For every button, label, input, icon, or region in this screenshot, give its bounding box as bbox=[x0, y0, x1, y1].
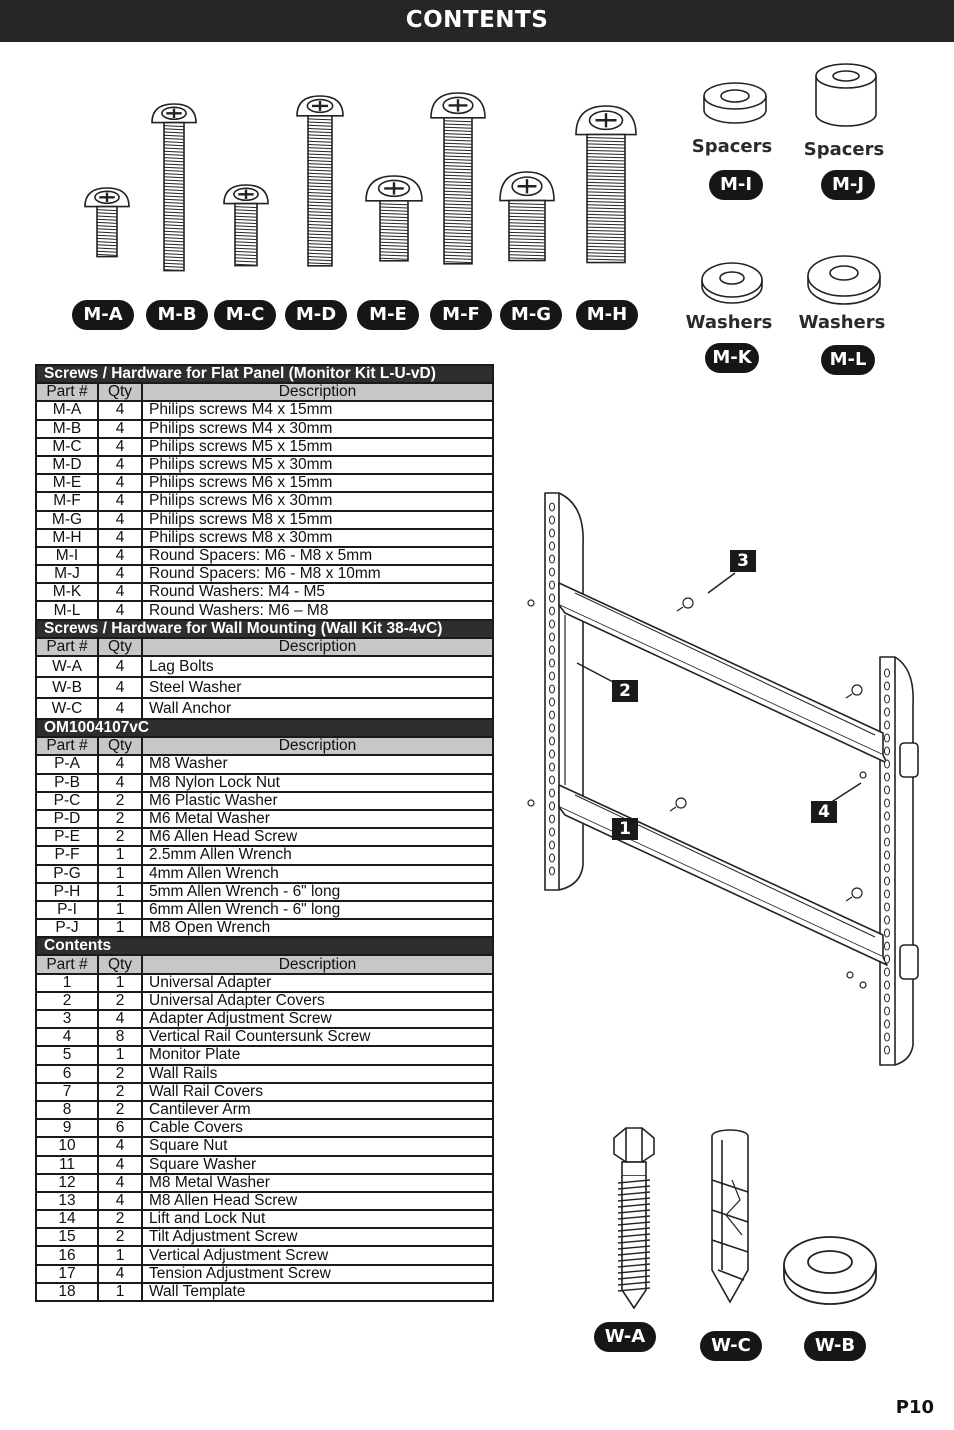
part-number: P-I bbox=[36, 901, 98, 919]
table-section-header bbox=[36, 365, 493, 383]
description: M6 Allen Head Screw bbox=[142, 828, 493, 846]
table-row bbox=[36, 656, 493, 677]
description: Philips screws M5 x 30mm bbox=[142, 456, 493, 474]
quantity: 2 bbox=[98, 1065, 142, 1083]
table-row bbox=[36, 1137, 493, 1155]
col-part: Part # bbox=[36, 383, 98, 401]
part-label-m-a: M-A bbox=[72, 300, 134, 330]
part-number: W-A bbox=[36, 656, 98, 677]
table-row bbox=[36, 1192, 493, 1210]
part-label-m-e: M-E bbox=[357, 300, 419, 330]
table-row bbox=[36, 698, 493, 719]
table-row bbox=[36, 865, 493, 883]
table-row bbox=[36, 677, 493, 698]
table-row bbox=[36, 974, 493, 992]
quantity: 2 bbox=[98, 810, 142, 828]
part-label-m-l: M-L bbox=[821, 345, 875, 375]
description: Lift and Lock Nut bbox=[142, 1210, 493, 1228]
page-number: P10 bbox=[895, 1397, 934, 1418]
table-row bbox=[36, 792, 493, 810]
part-number: 11 bbox=[36, 1156, 98, 1174]
description: Round Washers: M6 – M8 bbox=[142, 601, 493, 619]
description: Square Washer bbox=[142, 1156, 493, 1174]
part-label-w-c: W-C bbox=[700, 1331, 762, 1361]
description: Vertical Rail Countersunk Screw bbox=[142, 1028, 493, 1046]
description: Tension Adjustment Screw bbox=[142, 1265, 493, 1283]
quantity: 2 bbox=[98, 1210, 142, 1228]
table-row bbox=[36, 828, 493, 846]
part-label-m-c: M-C bbox=[214, 300, 276, 330]
quantity: 1 bbox=[98, 1246, 142, 1264]
description: Wall Rails bbox=[142, 1065, 493, 1083]
col-qty: Qty bbox=[98, 737, 142, 755]
part-number: M-L bbox=[36, 601, 98, 619]
part-number: P-F bbox=[36, 846, 98, 864]
table-row bbox=[36, 774, 493, 792]
col-description: Description bbox=[142, 955, 493, 973]
table-row bbox=[36, 565, 493, 583]
quantity: 4 bbox=[98, 401, 142, 419]
table-row bbox=[36, 529, 493, 547]
part-label-w-b: W-B bbox=[804, 1331, 866, 1361]
table-row bbox=[36, 1283, 493, 1301]
screw-m-c-drawing bbox=[224, 185, 268, 266]
screw-m-f-drawing bbox=[431, 93, 485, 264]
caption-washers-m-k: Washers bbox=[685, 312, 773, 333]
screw-m-b-drawing bbox=[152, 104, 196, 271]
part-number: M-D bbox=[36, 456, 98, 474]
part-number: M-F bbox=[36, 492, 98, 510]
quantity: 1 bbox=[98, 919, 142, 937]
quantity: 2 bbox=[98, 1101, 142, 1119]
table-row bbox=[36, 810, 493, 828]
screw-m-g-drawing bbox=[500, 172, 554, 261]
part-number: 6 bbox=[36, 1065, 98, 1083]
screw-m-a-drawing bbox=[85, 188, 129, 257]
description: 6mm Allen Wrench - 6" long bbox=[142, 901, 493, 919]
caption-spacers-m-j: Spacers bbox=[803, 139, 885, 160]
quantity: 4 bbox=[98, 583, 142, 601]
quantity: 4 bbox=[98, 565, 142, 583]
part-number: M-I bbox=[36, 547, 98, 565]
quantity: 2 bbox=[98, 1228, 142, 1246]
table-row bbox=[36, 547, 493, 565]
quantity: 4 bbox=[98, 1265, 142, 1283]
part-number: 14 bbox=[36, 1210, 98, 1228]
table-row bbox=[36, 1065, 493, 1083]
quantity: 4 bbox=[98, 601, 142, 619]
part-number: M-G bbox=[36, 511, 98, 529]
table-row bbox=[36, 1010, 493, 1028]
table-row bbox=[36, 474, 493, 492]
quantity: 4 bbox=[98, 529, 142, 547]
description: Wall Anchor bbox=[142, 698, 493, 719]
description: M8 Nylon Lock Nut bbox=[142, 774, 493, 792]
screw-m-h-drawing bbox=[576, 106, 636, 263]
description: Philips screws M8 x 30mm bbox=[142, 529, 493, 547]
col-part: Part # bbox=[36, 955, 98, 973]
table-column-header bbox=[36, 737, 493, 755]
table-section-header bbox=[36, 620, 493, 638]
description: Universal Adapter bbox=[142, 974, 493, 992]
description: M6 Plastic Washer bbox=[142, 792, 493, 810]
table-row bbox=[36, 601, 493, 619]
quantity: 4 bbox=[98, 698, 142, 719]
part-number: 18 bbox=[36, 1283, 98, 1301]
part-label-m-k: M-K bbox=[705, 343, 759, 373]
quantity: 1 bbox=[98, 901, 142, 919]
quantity: 4 bbox=[98, 1156, 142, 1174]
part-number: P-E bbox=[36, 828, 98, 846]
table-row bbox=[36, 1083, 493, 1101]
description: Round Washers: M4 - M5 bbox=[142, 583, 493, 601]
page-title: CONTENTS bbox=[405, 7, 549, 33]
table-row bbox=[36, 420, 493, 438]
part-label-m-i: M-I bbox=[709, 170, 763, 200]
part-number: W-C bbox=[36, 698, 98, 719]
quantity: 4 bbox=[98, 1010, 142, 1028]
part-number: M-J bbox=[36, 565, 98, 583]
part-number: P-G bbox=[36, 865, 98, 883]
col-qty: Qty bbox=[98, 638, 142, 656]
description: Vertical Adjustment Screw bbox=[142, 1246, 493, 1264]
table-row bbox=[36, 1028, 493, 1046]
quantity: 1 bbox=[98, 974, 142, 992]
description: Round Spacers: M6 - M8 x 10mm bbox=[142, 565, 493, 583]
part-number: 1 bbox=[36, 974, 98, 992]
table-column-header bbox=[36, 383, 493, 401]
quantity: 2 bbox=[98, 792, 142, 810]
description: 5mm Allen Wrench - 6" long bbox=[142, 883, 493, 901]
part-number: 16 bbox=[36, 1246, 98, 1264]
table-row bbox=[36, 1101, 493, 1119]
part-number: 8 bbox=[36, 1101, 98, 1119]
quantity: 4 bbox=[98, 474, 142, 492]
part-label-m-j: M-J bbox=[821, 170, 875, 200]
description: Philips screws M4 x 30mm bbox=[142, 420, 493, 438]
quantity: 8 bbox=[98, 1028, 142, 1046]
part-number: 7 bbox=[36, 1083, 98, 1101]
caption-spacers-m-i: Spacers bbox=[691, 136, 773, 157]
description: Cable Covers bbox=[142, 1119, 493, 1137]
description: Tilt Adjustment Screw bbox=[142, 1228, 493, 1246]
quantity: 1 bbox=[98, 883, 142, 901]
part-label-m-b: M-B bbox=[146, 300, 208, 330]
table-row bbox=[36, 919, 493, 937]
caption-washers-m-l: Washers bbox=[798, 312, 886, 333]
washer-m-l-drawing bbox=[808, 256, 880, 304]
screw-m-e-drawing bbox=[366, 176, 422, 261]
part-number: 4 bbox=[36, 1028, 98, 1046]
part-number: M-A bbox=[36, 401, 98, 419]
spacer-m-i-drawing bbox=[704, 83, 766, 123]
table-row bbox=[36, 1156, 493, 1174]
part-label-w-a: W-A bbox=[594, 1322, 656, 1352]
quantity: 4 bbox=[98, 420, 142, 438]
description: Lag Bolts bbox=[142, 656, 493, 677]
quantity: 1 bbox=[98, 1046, 142, 1064]
description: Adapter Adjustment Screw bbox=[142, 1010, 493, 1028]
col-description: Description bbox=[142, 383, 493, 401]
table-row bbox=[36, 883, 493, 901]
table-row bbox=[36, 1210, 493, 1228]
table-row bbox=[36, 992, 493, 1010]
part-number: 5 bbox=[36, 1046, 98, 1064]
part-number: P-B bbox=[36, 774, 98, 792]
table-row bbox=[36, 492, 493, 510]
quantity: 4 bbox=[98, 547, 142, 565]
section-title: OM1004107vC bbox=[36, 719, 493, 737]
table-row bbox=[36, 1119, 493, 1137]
quantity: 6 bbox=[98, 1119, 142, 1137]
quantity: 4 bbox=[98, 438, 142, 456]
table-column-header bbox=[36, 955, 493, 973]
washer-m-k-drawing bbox=[702, 263, 762, 303]
description: Philips screws M6 x 15mm bbox=[142, 474, 493, 492]
part-number: P-A bbox=[36, 755, 98, 773]
description: Philips screws M5 x 15mm bbox=[142, 438, 493, 456]
quantity: 4 bbox=[98, 1192, 142, 1210]
quantity: 2 bbox=[98, 1083, 142, 1101]
part-number: 15 bbox=[36, 1228, 98, 1246]
description: Universal Adapter Covers bbox=[142, 992, 493, 1010]
quantity: 2 bbox=[98, 828, 142, 846]
section-title: Contents bbox=[36, 937, 493, 955]
description: M8 Open Wrench bbox=[142, 919, 493, 937]
table-row bbox=[36, 1046, 493, 1064]
col-qty: Qty bbox=[98, 383, 142, 401]
part-number: P-C bbox=[36, 792, 98, 810]
part-label-m-g: M-G bbox=[500, 300, 562, 330]
part-number: M-C bbox=[36, 438, 98, 456]
quantity: 4 bbox=[98, 456, 142, 474]
right-vertical-rail bbox=[880, 657, 913, 1065]
part-number: P-J bbox=[36, 919, 98, 937]
wall-hardware-illustration bbox=[590, 1120, 890, 1325]
table-row bbox=[36, 901, 493, 919]
description: Philips screws M4 x 15mm bbox=[142, 401, 493, 419]
part-number: M-K bbox=[36, 583, 98, 601]
callout-1: 1 bbox=[612, 818, 638, 840]
table-row bbox=[36, 1174, 493, 1192]
table-section-header bbox=[36, 937, 493, 955]
col-description: Description bbox=[142, 737, 493, 755]
col-qty: Qty bbox=[98, 955, 142, 973]
section-title: Screws / Hardware for Wall Mounting (Wall Kit 38-4vC) bbox=[36, 620, 493, 638]
description: 4mm Allen Wrench bbox=[142, 865, 493, 883]
steel-washer-drawing bbox=[784, 1237, 876, 1304]
parts-table bbox=[35, 364, 494, 1302]
col-description: Description bbox=[142, 638, 493, 656]
quantity: 4 bbox=[98, 1137, 142, 1155]
quantity: 1 bbox=[98, 865, 142, 883]
description: Steel Washer bbox=[142, 677, 493, 698]
quantity: 4 bbox=[98, 774, 142, 792]
section-title: Screws / Hardware for Flat Panel (Monitor Kit L-U-vD) bbox=[36, 365, 493, 383]
description: Round Spacers: M6 - M8 x 5mm bbox=[142, 547, 493, 565]
callout-2: 2 bbox=[612, 680, 638, 702]
table-row bbox=[36, 846, 493, 864]
part-label-m-h: M-H bbox=[576, 300, 638, 330]
part-number: P-H bbox=[36, 883, 98, 901]
table-row bbox=[36, 456, 493, 474]
part-number: M-H bbox=[36, 529, 98, 547]
description: M8 Allen Head Screw bbox=[142, 1192, 493, 1210]
table-row bbox=[36, 511, 493, 529]
part-number: 2 bbox=[36, 992, 98, 1010]
table-row bbox=[36, 1228, 493, 1246]
description: Square Nut bbox=[142, 1137, 493, 1155]
table-row bbox=[36, 583, 493, 601]
part-number: 3 bbox=[36, 1010, 98, 1028]
description: Cantilever Arm bbox=[142, 1101, 493, 1119]
wall-anchor-drawing bbox=[712, 1130, 748, 1302]
quantity: 4 bbox=[98, 511, 142, 529]
quantity: 4 bbox=[98, 1174, 142, 1192]
part-number: W-B bbox=[36, 677, 98, 698]
description: Wall Rail Covers bbox=[142, 1083, 493, 1101]
spacer-m-j-drawing bbox=[816, 64, 876, 126]
quantity: 4 bbox=[98, 755, 142, 773]
part-number: P-D bbox=[36, 810, 98, 828]
part-number: 17 bbox=[36, 1265, 98, 1283]
part-number: 9 bbox=[36, 1119, 98, 1137]
table-row bbox=[36, 438, 493, 456]
quantity: 4 bbox=[98, 677, 142, 698]
part-label-m-d: M-D bbox=[285, 300, 347, 330]
quantity: 1 bbox=[98, 1283, 142, 1301]
table-row bbox=[36, 1265, 493, 1283]
part-label-m-f: M-F bbox=[430, 300, 492, 330]
description: Philips screws M8 x 15mm bbox=[142, 511, 493, 529]
part-number: 13 bbox=[36, 1192, 98, 1210]
part-number: M-E bbox=[36, 474, 98, 492]
description: Wall Template bbox=[142, 1283, 493, 1301]
quantity: 1 bbox=[98, 846, 142, 864]
col-part: Part # bbox=[36, 638, 98, 656]
description: M6 Metal Washer bbox=[142, 810, 493, 828]
quantity: 4 bbox=[98, 656, 142, 677]
table-column-header bbox=[36, 638, 493, 656]
callout-3: 3 bbox=[730, 550, 756, 572]
quantity: 2 bbox=[98, 992, 142, 1010]
table-row bbox=[36, 1246, 493, 1264]
wall-mount-illustration bbox=[515, 485, 925, 1075]
quantity: 4 bbox=[98, 492, 142, 510]
description: Monitor Plate bbox=[142, 1046, 493, 1064]
part-number: M-B bbox=[36, 420, 98, 438]
table-row bbox=[36, 401, 493, 419]
description: M8 Washer bbox=[142, 755, 493, 773]
part-number: 12 bbox=[36, 1174, 98, 1192]
screw-m-d-drawing bbox=[297, 96, 343, 266]
description: Philips screws M6 x 30mm bbox=[142, 492, 493, 510]
table-row bbox=[36, 755, 493, 773]
callout-4: 4 bbox=[811, 801, 837, 823]
description: M8 Metal Washer bbox=[142, 1174, 493, 1192]
table-section-header bbox=[36, 719, 493, 737]
col-part: Part # bbox=[36, 737, 98, 755]
part-number: 10 bbox=[36, 1137, 98, 1155]
description: 2.5mm Allen Wrench bbox=[142, 846, 493, 864]
